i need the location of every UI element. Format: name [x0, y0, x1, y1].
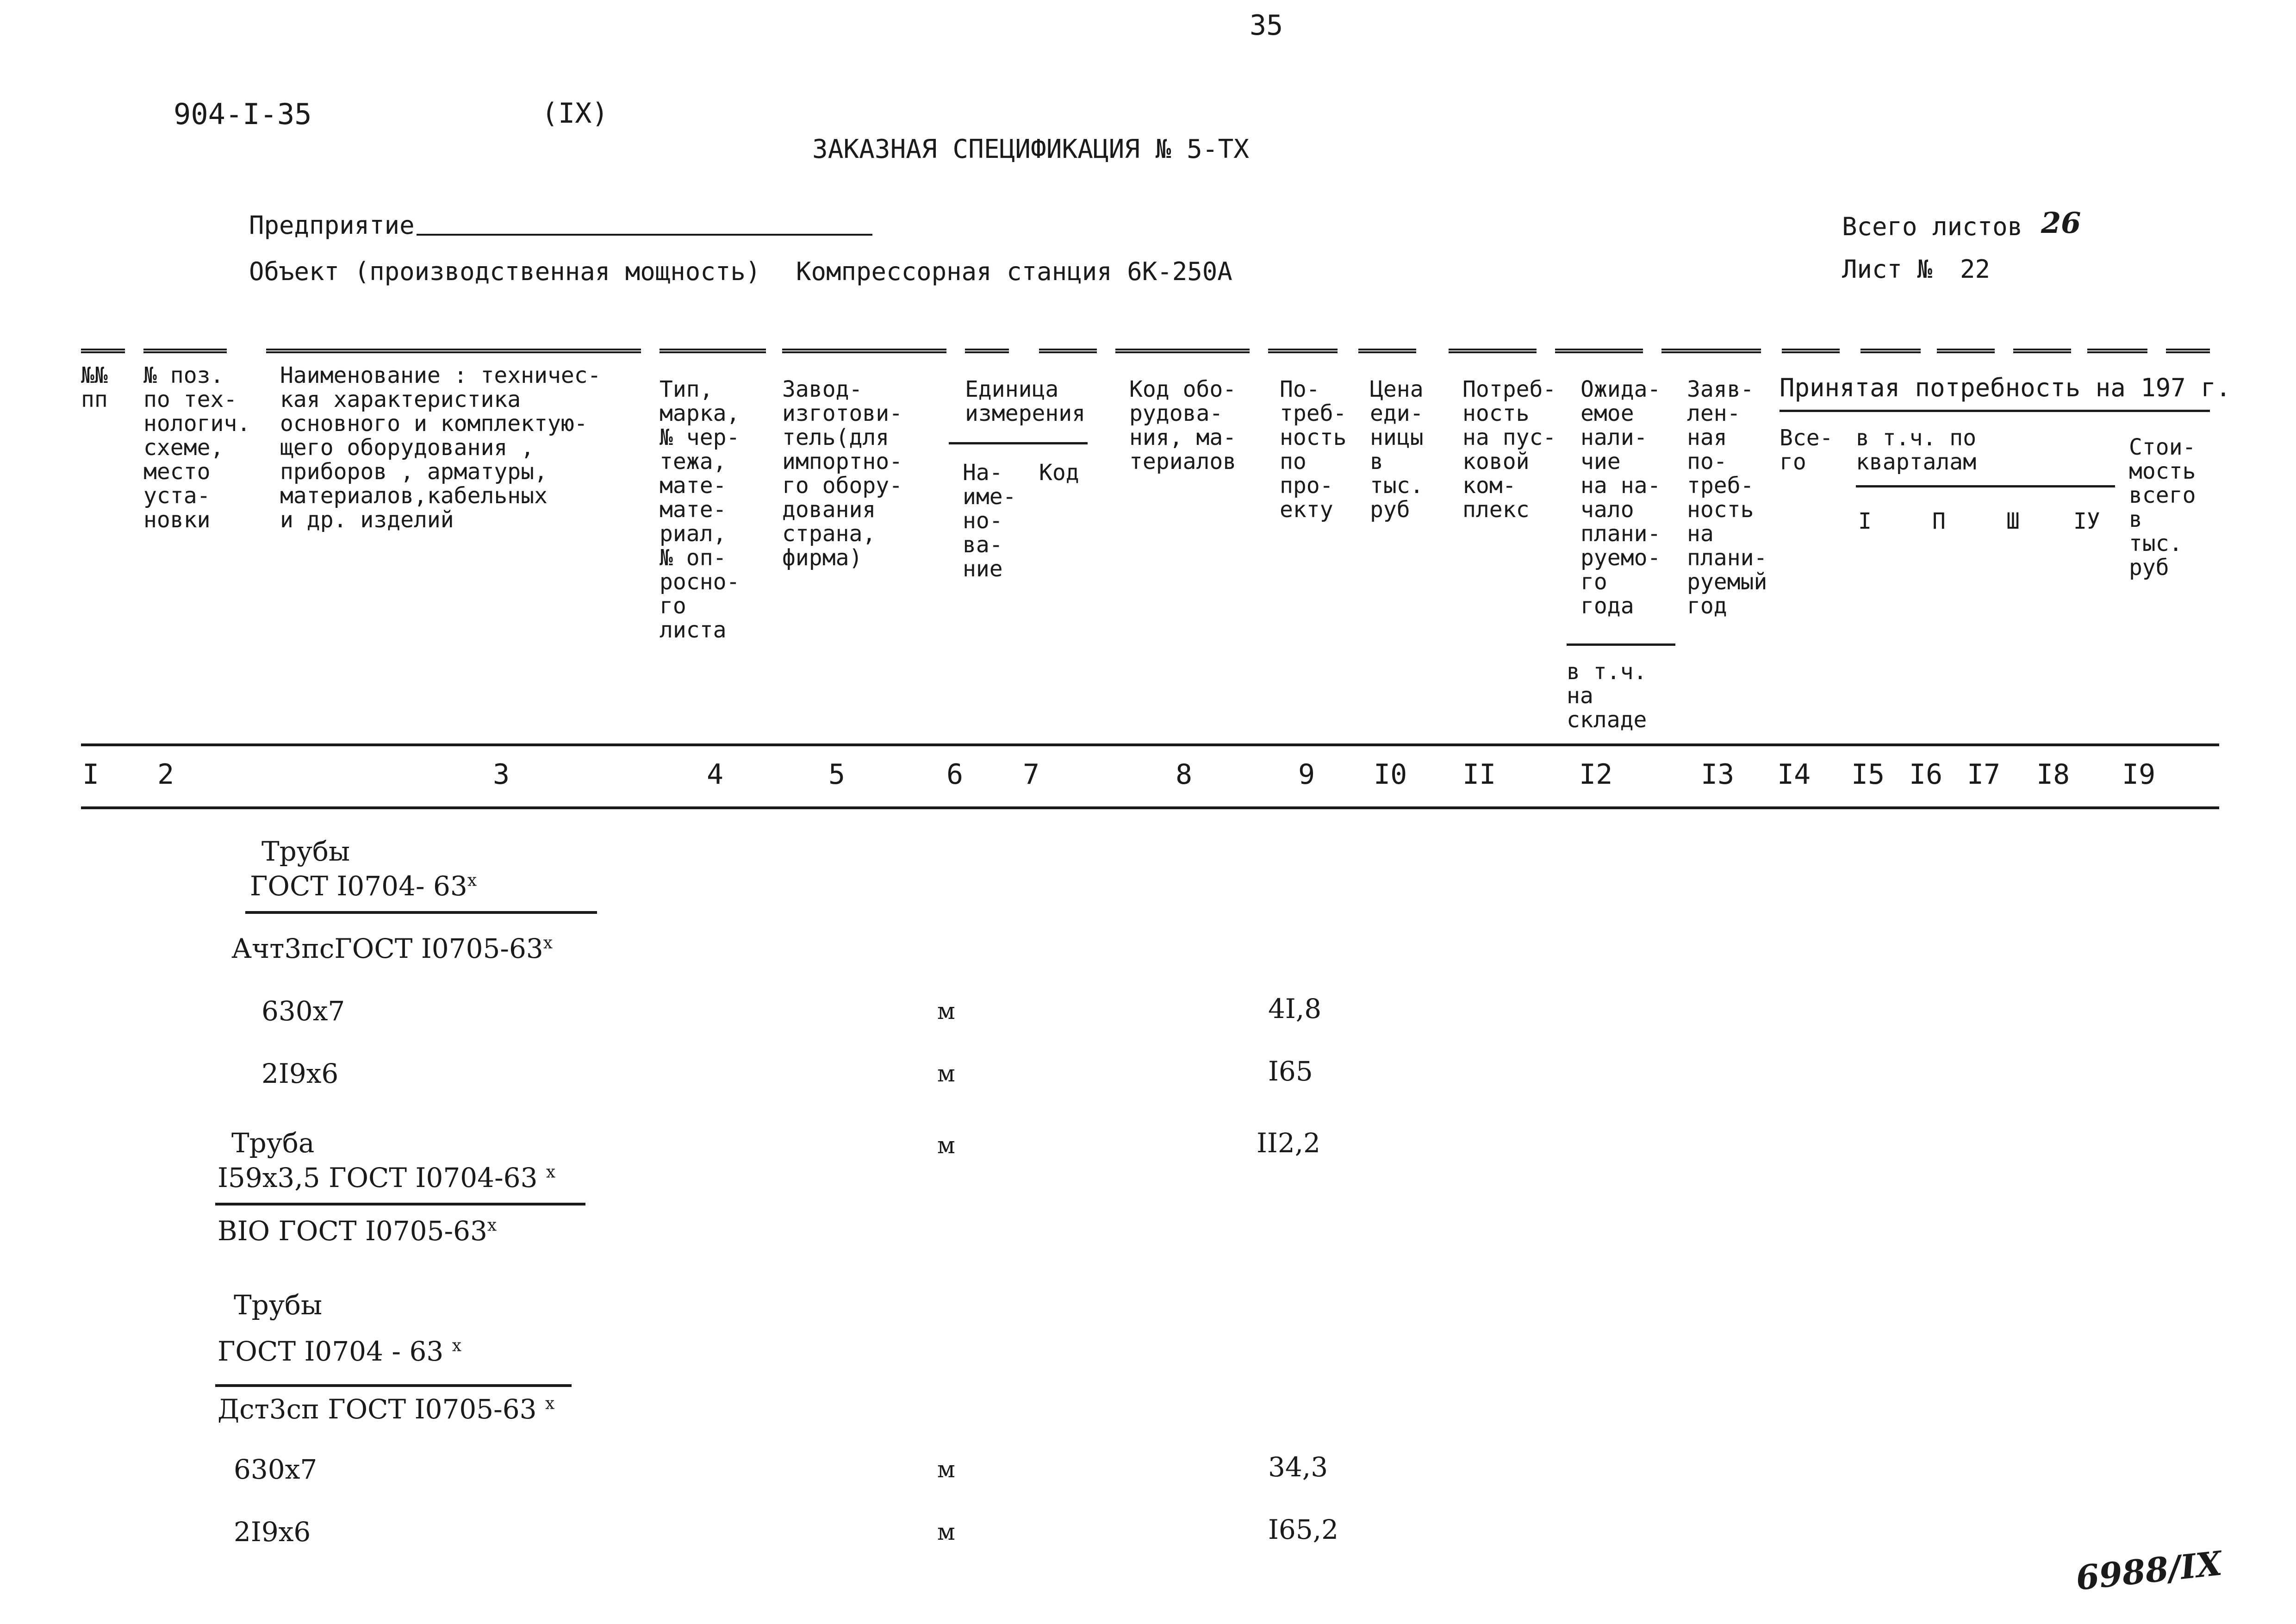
col-header-7: Код	[1039, 460, 1079, 486]
doc-part: (IX)	[541, 97, 609, 130]
group2-material: ВIО ГОСТ I0705-63$^x$	[218, 1215, 497, 1247]
col-header-13: Заяв- лен- ная по- треб- ность на плани- руемый год	[1687, 376, 1767, 619]
header-bottom-rule	[81, 743, 2219, 746]
group1-row1-size: 630х7	[261, 995, 345, 1027]
table-top-border	[1937, 349, 1995, 353]
col-number-14: I4	[1777, 758, 1811, 791]
group1-row1-qty: 4I,8	[1268, 993, 1322, 1024]
col-header-10: Цена еди- ницы в тыс. руб	[1370, 376, 1424, 523]
object-label: Объект (производственная мощность)	[249, 257, 761, 286]
group3-row1-qty: 34,3	[1268, 1451, 1328, 1483]
total-sheets-value: 26	[2041, 206, 2081, 240]
group3-row1-size: 630х7	[234, 1454, 317, 1485]
col-header-5: Завод- изготови- тель(для импортно- го обору- дования страна, фирма)	[782, 376, 903, 571]
col-header-11: Потреб- ность на пус- ковой ком- плекс	[1462, 376, 1556, 523]
group1-material: Ачт3псГОСТ I0705-63$^x$	[231, 933, 553, 964]
col-number-8: 8	[1176, 758, 1193, 791]
col-number-12: I2	[1579, 758, 1613, 791]
col-number-10: I0	[1374, 758, 1407, 791]
table-top-border	[1039, 349, 1097, 353]
col-number-5: 5	[828, 758, 846, 791]
group2-qty: II2,2	[1257, 1127, 1321, 1159]
sheet-label: Лист №	[1842, 255, 1933, 284]
group2-unit: м	[937, 1132, 955, 1159]
group3-standard: ГОСТ I0704 - 63 $^x$	[218, 1336, 461, 1367]
group1-row2-size: 2I9х6	[261, 1058, 339, 1089]
group1-fraction-line	[245, 911, 597, 914]
group1-row2-unit: м	[937, 1060, 955, 1087]
table-top-border	[660, 349, 766, 353]
numbers-bottom-rule	[81, 806, 2219, 809]
table-top-border	[1115, 349, 1250, 353]
col-header-8: Код обо- рудова- ния, ма- териалов	[1129, 376, 1237, 475]
col-header-14: Все- го	[1780, 425, 1833, 475]
group3-row2-unit: м	[937, 1518, 955, 1545]
col-number-13: I3	[1701, 758, 1735, 791]
col-header-4: Тип, марка, № чер- тежа, мате- мате- риал, № оп- росно- го листа	[660, 376, 740, 643]
total-sheets-label: Всего листов	[1842, 212, 2023, 241]
col-header-17: Ш	[2006, 508, 2020, 534]
unit-divider	[949, 442, 1088, 444]
table-top-border	[266, 349, 641, 353]
col-number-6: 6	[946, 758, 964, 791]
col-number-7: 7	[1023, 758, 1040, 791]
col-number-18: I8	[2036, 758, 2070, 791]
col-number-3: 3	[493, 758, 510, 791]
enterprise-label: Предприятие	[249, 211, 415, 240]
col-header-18: IУ	[2073, 508, 2100, 534]
enterprise-fill-line	[417, 234, 872, 236]
table-top-border	[965, 349, 1009, 353]
sheet-value: 22	[1960, 255, 1991, 284]
group3-row2-qty: I65,2	[1268, 1514, 1339, 1545]
group3-fraction-line	[215, 1384, 572, 1387]
col-header-2: № поз. по тех- нологич. схеме, место уста- новки	[143, 362, 251, 533]
table-top-border	[1860, 349, 1921, 353]
group3-material: Дст3сп ГОСТ I0705-63 $^x$	[218, 1393, 555, 1425]
col-header-15: I	[1858, 508, 1872, 534]
table-top-border	[143, 349, 227, 353]
group1-row1-unit: м	[937, 998, 955, 1024]
col-header-12: Ожида- емое нали- чие на на- чало плани- руемо- го года	[1580, 376, 1661, 619]
col-number-15: I5	[1851, 758, 1885, 791]
table-top-border	[1782, 349, 1840, 353]
col-number-2: 2	[157, 758, 174, 791]
group2-name: Труба	[231, 1127, 315, 1159]
group2-standard: I59х3,5 ГОСТ I0704-63 $^x$	[218, 1162, 556, 1193]
group1-standard: ГОСТ I0704- 63$^x$	[250, 870, 477, 902]
col-header-9: По- треб- ность по про- екту	[1280, 376, 1347, 523]
col-header-16: П	[1932, 508, 1946, 534]
table-top-border	[2013, 349, 2071, 353]
table-top-border	[782, 349, 946, 353]
quarters-divider	[1856, 485, 2115, 487]
group1-name: Трубы	[261, 836, 350, 867]
group3-row2-size: 2I9х6	[234, 1516, 311, 1548]
col-header-3: Наименование : техничес- кая характеристика основного и комплектую- щего оборудования , приборов , арматуры, материалов,кабельных и др. изделий	[280, 362, 601, 533]
doc-code: 904-I-35	[174, 97, 312, 131]
archive-stamp: 6988/IX	[2074, 1543, 2224, 1598]
col-number-19: I9	[2122, 758, 2156, 791]
table-top-border	[1358, 349, 1416, 353]
col-header-accepted: Принятая потребность на 197 г.	[1780, 373, 2231, 402]
table-top-border	[1268, 349, 1338, 353]
col-header-12-sub: в т.ч. на складе	[1567, 659, 1647, 733]
table-top-border	[1449, 349, 1537, 353]
group2-fraction-line	[215, 1203, 585, 1206]
col-number-1: I	[82, 758, 100, 791]
col-header-19: Стои- мость всего в тыс. руб	[2129, 434, 2196, 581]
col-header-1: №№ пп	[81, 362, 108, 412]
page-title: ЗАКАЗНАЯ СПЕЦИФИКАЦИЯ № 5-ТХ	[812, 134, 1250, 164]
col-header-quarters: в т.ч. по кварталам	[1856, 425, 1977, 475]
group3-name: Трубы	[234, 1289, 323, 1321]
col-number-16: I6	[1909, 758, 1943, 791]
object-value: Компрессорная станция 6К-250А	[796, 257, 1232, 286]
table-top-border	[1555, 349, 1643, 353]
col-header-6: На- име- но- ва- ние	[963, 460, 1016, 582]
col-number-11: II	[1462, 758, 1496, 791]
table-top-border	[1661, 349, 1761, 353]
table-top-border	[2087, 349, 2147, 353]
col12-divider	[1567, 643, 1675, 646]
col-number-17: I7	[1967, 758, 2001, 791]
page-number: 35	[1250, 9, 1283, 42]
col-header-unit: Единица измерения	[965, 376, 1086, 426]
col-number-9: 9	[1298, 758, 1315, 791]
col-number-4: 4	[707, 758, 724, 791]
table-top-border	[2166, 349, 2210, 353]
group1-row2-qty: I65	[1268, 1056, 1313, 1087]
table-top-border	[81, 349, 125, 353]
accepted-divider	[1780, 410, 2210, 412]
group3-row1-unit: м	[937, 1456, 955, 1483]
